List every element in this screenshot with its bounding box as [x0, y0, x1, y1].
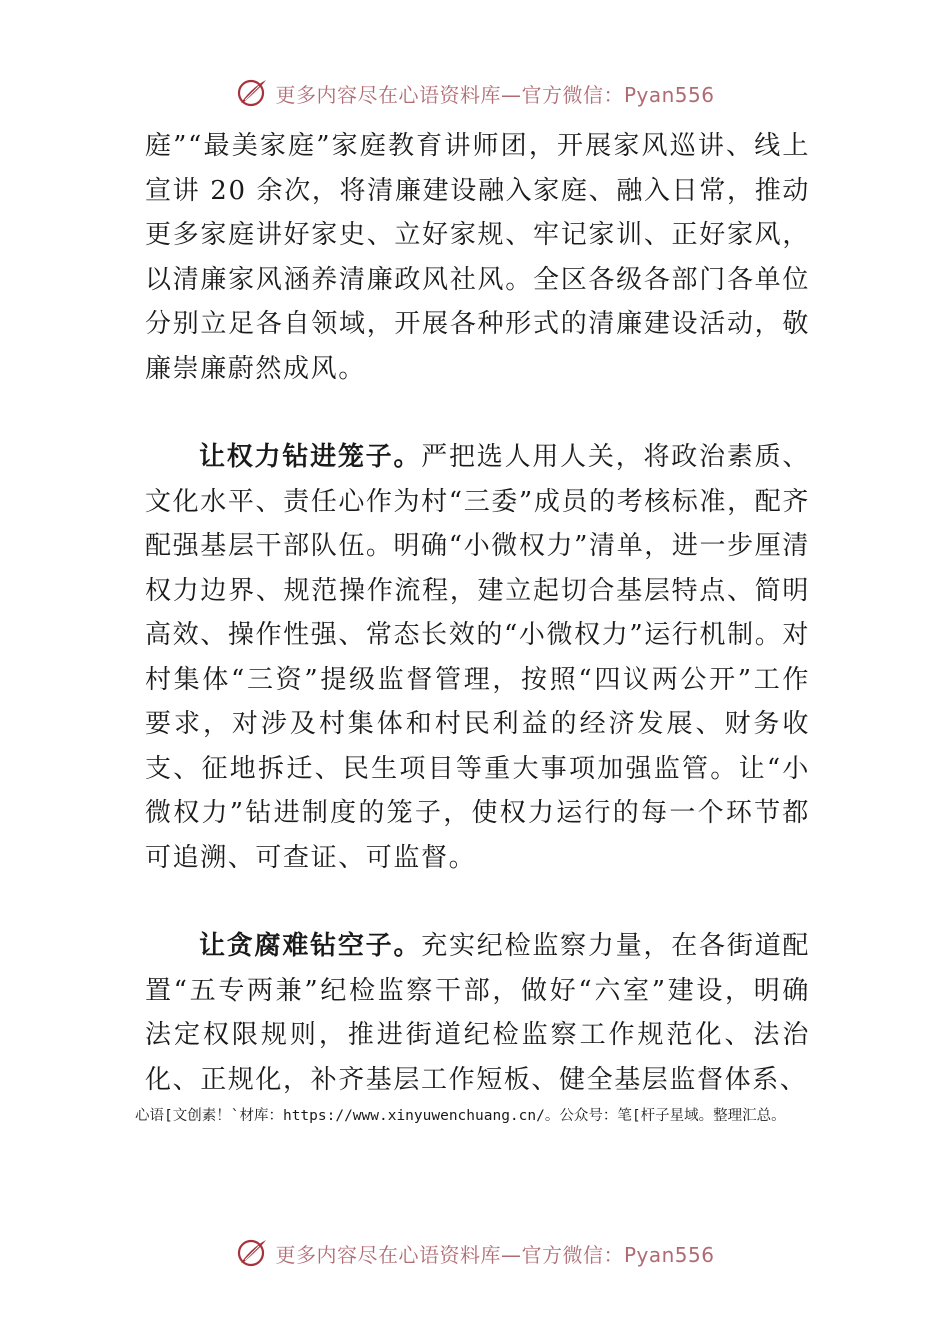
banner-text: 更多内容尽在心语资料库—官方微信：Pyan556 [275, 1242, 715, 1267]
paragraph-text: 严把选人用人关，将政治素质、文化水平、责任心作为村“三委”成员的考核标准，配齐配强基层干部队伍。明确“小微权力”清单，进一步厘清权力边界、规范操作流程，建立起切合基层特点、简明高效、操作性强、常态长效的“小微权力”运行机制。对村集体“三资”提级监督管理，按照“四议两公开”工作要求，对涉及村集体和村民利益的经济发展、财务收支、征地拆迁、民生项目等重大事项加强监管。让“小微权力”钻进制度的笼子，使权力运行的每一个环节都可追溯、可查证、可监督。 [145, 442, 810, 873]
feather-circle-logo-icon [235, 1236, 269, 1270]
feather-circle-logo-icon [235, 76, 269, 110]
banner-text: 更多内容尽在心语资料库—官方微信：Pyan556 [275, 82, 715, 107]
paragraph-lead: 让权力钻进笼子。 [199, 442, 422, 472]
paragraph-text: 庭”“最美家庭”家庭教育讲师团，开展家风巡讲、线上宣讲 20 余次，将清廉建设融入家庭、融入日常，推动更多家庭讲好家史、立好家规、牢记家训、正好家风，以清廉家风涵养清廉政风社风。全区各级各部门各单位分别立足各自领域，开展各种形式的清廉建设活动，敬廉崇廉蔚然成风。 [145, 131, 810, 384]
paragraph-1 [145, 124, 810, 391]
footer-banner [0, 1233, 950, 1273]
document-body [145, 124, 810, 1102]
paragraph-lead: 让贪腐难钻空子。 [199, 931, 422, 961]
paragraph-2 [145, 435, 810, 880]
source-note: 心语[文创素！`材库：https://www.xinyuwenchuang.cn/。公众号：笔[杆子星域。整理汇总。 [135, 1108, 786, 1124]
header-banner [0, 73, 950, 113]
paragraph-3 [145, 924, 810, 1102]
paragraph-text: 充实纪检监察力量，在各街道配置“五专两兼”纪检监察干部，做好“六室”建设，明确法定权限规则，推进街道纪检监察工作规范化、法治化、正规化，补齐基层工作短板、健全基层监督体系、 [145, 931, 810, 1095]
